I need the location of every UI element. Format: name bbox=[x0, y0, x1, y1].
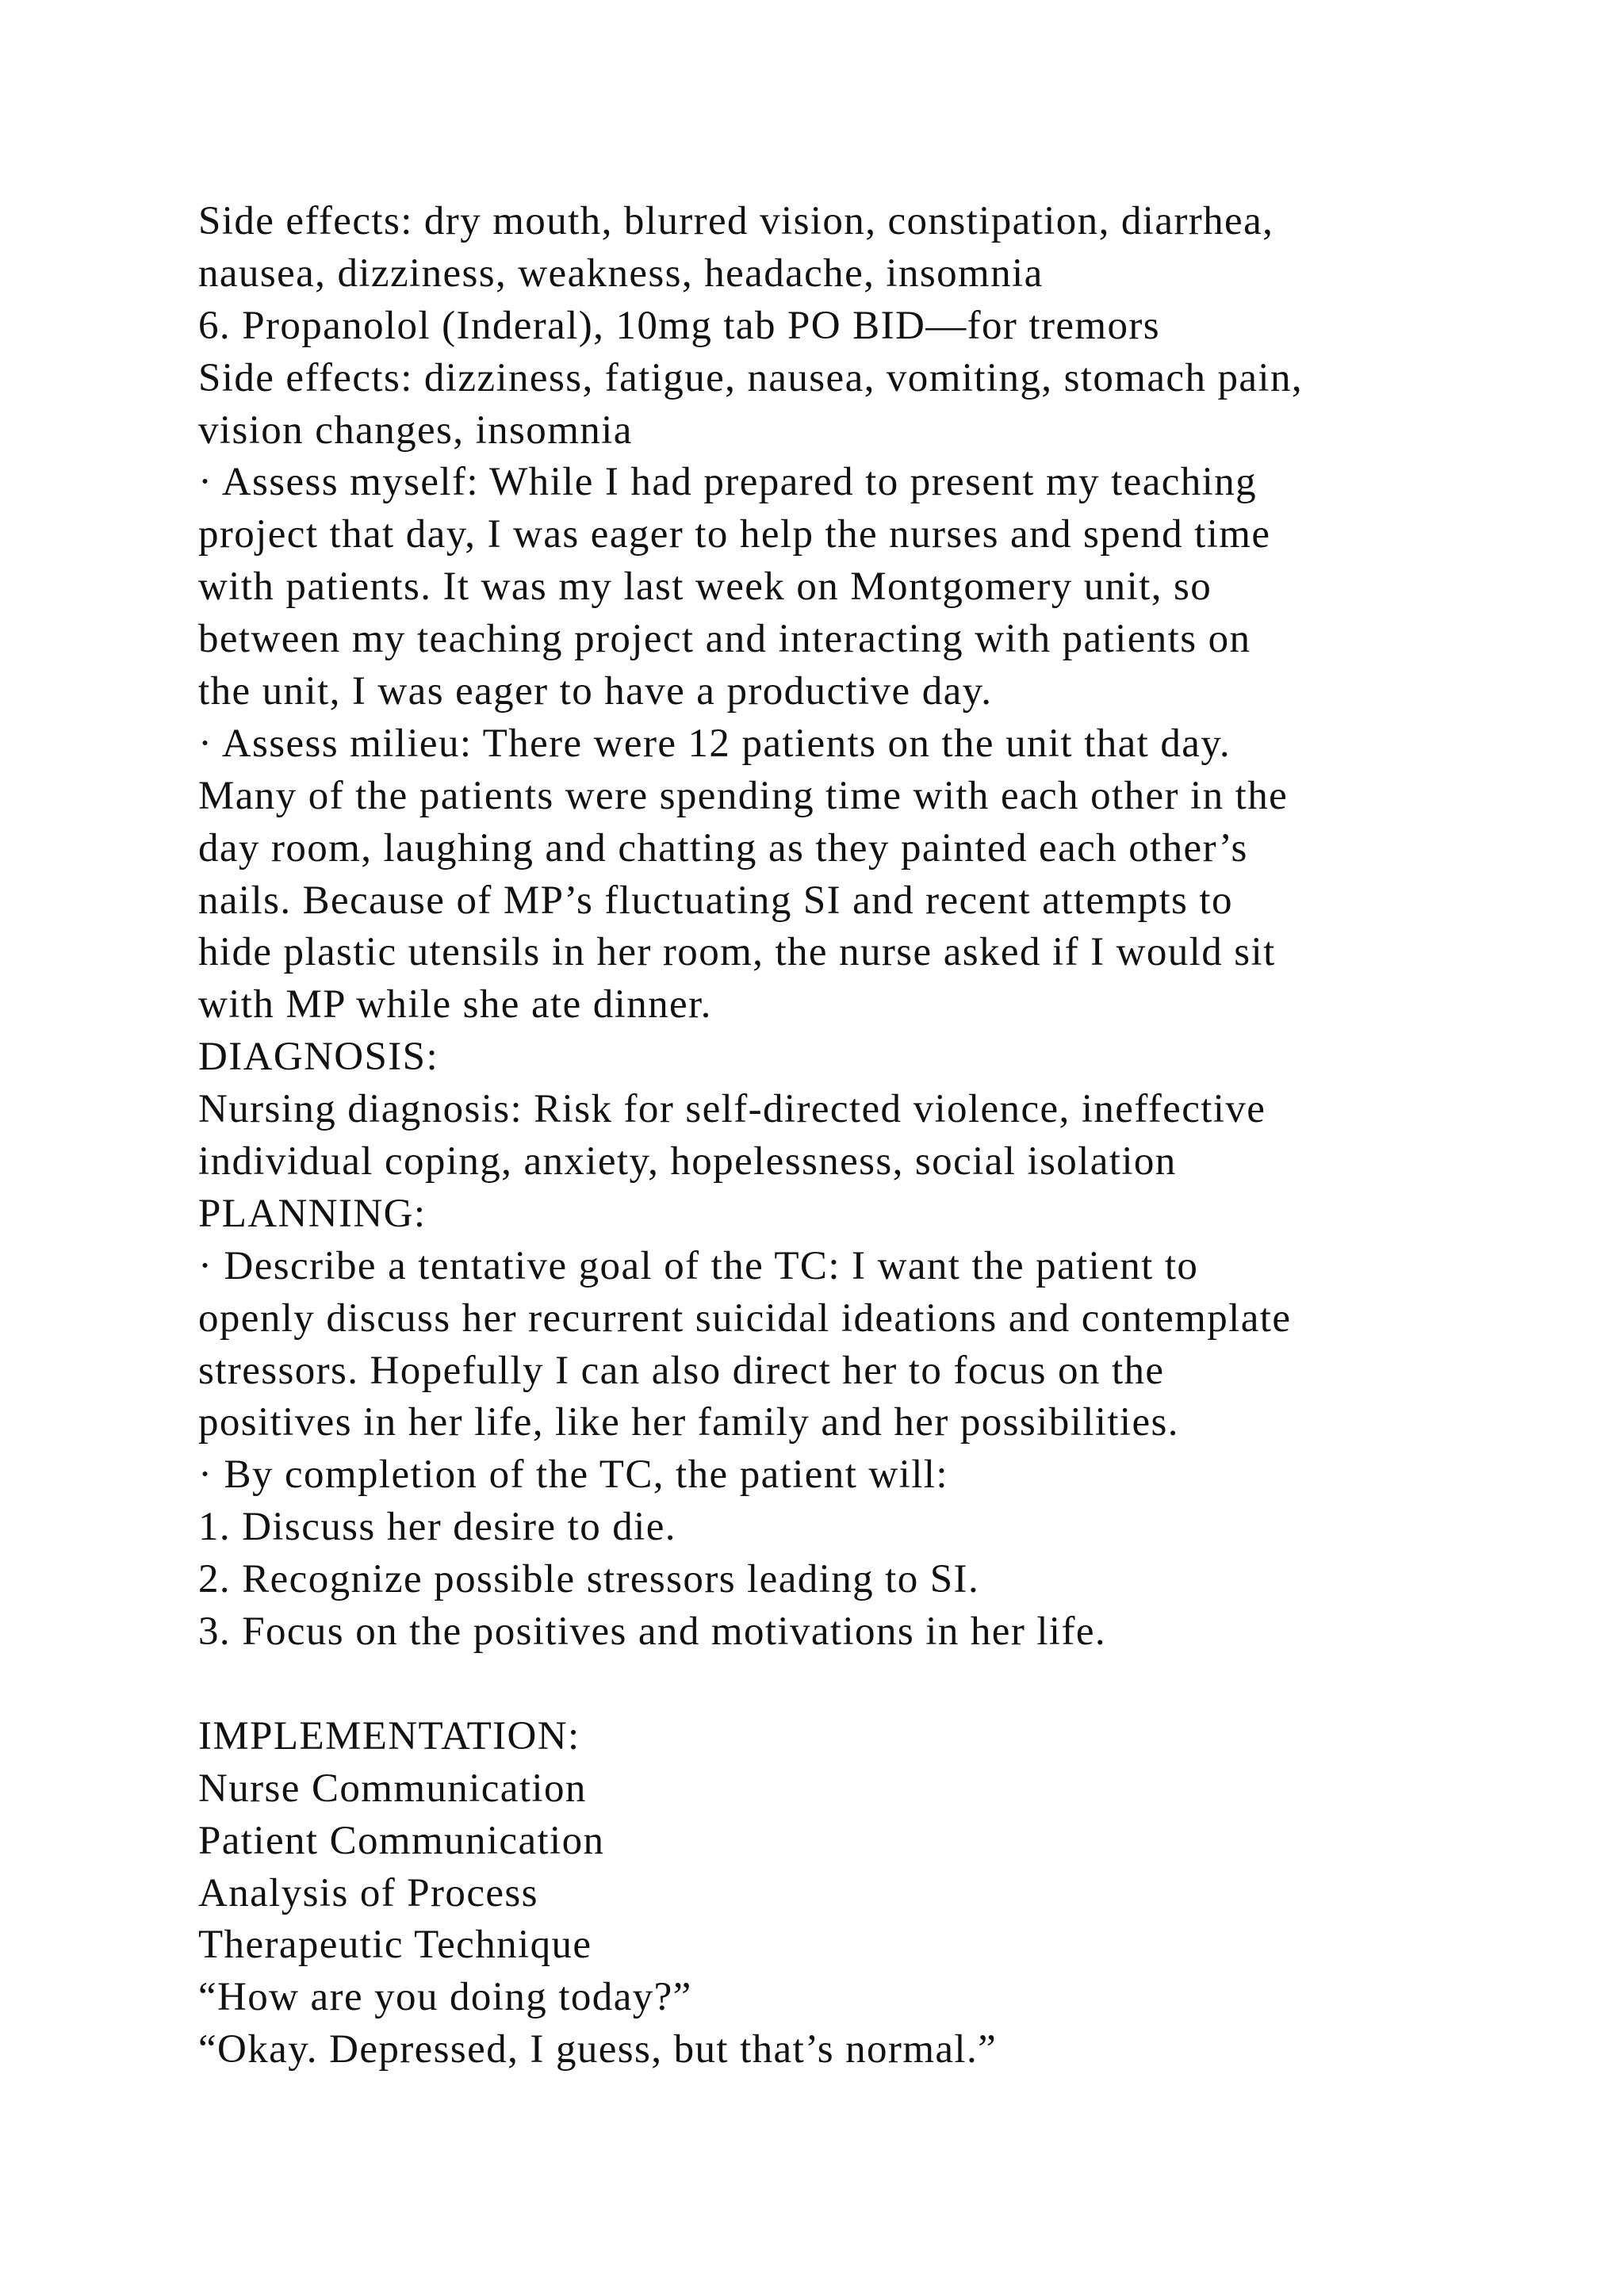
text-line: nausea, dizziness, weakness, headache, insomnia bbox=[198, 251, 1044, 296]
text-line: project that day, I was eager to help the nurses and spend time bbox=[198, 512, 1271, 557]
text-line: hide plastic utensils in her room, the nurse asked if I would sit bbox=[198, 930, 1276, 975]
text-line: · Assess milieu: There were 12 patients on the unit that day. bbox=[198, 721, 1231, 766]
text-line: nails. Because of MP’s fluctuating SI and recent attempts to bbox=[198, 878, 1233, 923]
text-line: openly discuss her recurrent suicidal ideations and contemplate bbox=[198, 1295, 1292, 1341]
text-line: Many of the patients were spending time with each other in the bbox=[198, 773, 1289, 818]
text-line: “Okay. Depressed, I guess, but that’s normal.” bbox=[198, 2027, 998, 2072]
text-line: Analysis of Process bbox=[198, 1870, 538, 1915]
text-line: vision changes, insomnia bbox=[198, 408, 633, 453]
text-line: stressors. Hopefully I can also direct her to focus on the bbox=[198, 1348, 1165, 1393]
text-line: Side effects: dry mouth, blurred vision, constipation, diarrhea, bbox=[198, 199, 1274, 243]
text-line: Side effects: dizziness, fatigue, nausea, vomiting, stomach pain, bbox=[198, 355, 1304, 400]
text-line: Nursing diagnosis: Risk for self-directed violence, ineffective bbox=[198, 1087, 1266, 1132]
text-line: 6. Propanolol (Inderal), 10mg tab PO BID—for tremors bbox=[198, 303, 1161, 348]
text-line: Patient Communication bbox=[198, 1818, 605, 1863]
text-line: · By completion of the TC, the patient will: bbox=[198, 1452, 948, 1498]
text-line: · Describe a tentative goal of the TC: I want the patient to bbox=[198, 1243, 1199, 1288]
list-item: 3. Focus on the positives and motivations in her life. bbox=[198, 1609, 1107, 1655]
text-line: day room, laughing and chatting as they painted each other’s bbox=[198, 825, 1248, 871]
section-heading-implementation: IMPLEMENTATION: bbox=[198, 1713, 580, 1758]
text-line: with patients. It was my last week on Montgomery unit, so bbox=[198, 564, 1212, 610]
section-heading-planning: PLANNING: bbox=[198, 1191, 427, 1236]
text-line: · Assess myself: While I had prepared to present my teaching bbox=[198, 460, 1258, 505]
text-line: between my teaching project and interacting with patients on bbox=[198, 617, 1251, 662]
document-body bbox=[198, 196, 1507, 2076]
text-line: positives in her life, like her family and her possibilities. bbox=[198, 1400, 1179, 1445]
text-line: Nurse Communication bbox=[198, 1766, 587, 1811]
text-line: Therapeutic Technique bbox=[198, 1923, 592, 1968]
section-heading-diagnosis: DIAGNOSIS: bbox=[198, 1035, 439, 1080]
text-line: individual coping, anxiety, hopelessness, social isolation bbox=[198, 1139, 1177, 1184]
list-item: 2. Recognize possible stressors leading to SI. bbox=[198, 1557, 980, 1602]
list-item: 1. Discuss her desire to die. bbox=[198, 1505, 676, 1550]
text-line: “How are you doing today?” bbox=[198, 1975, 692, 2020]
text-line: the unit, I was eager to have a productive day. bbox=[198, 669, 993, 714]
text-line: with MP while she ate dinner. bbox=[198, 982, 712, 1027]
blank-line bbox=[198, 1659, 1507, 1711]
